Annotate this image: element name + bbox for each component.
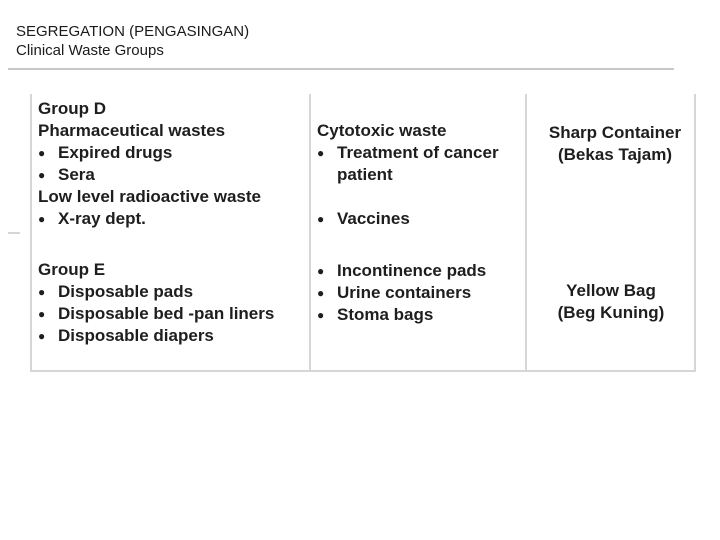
list-item: ● Vaccines: [317, 209, 410, 228]
list-item: ● Expired drugs: [38, 143, 173, 162]
waste-groups-table: [30, 94, 696, 372]
title-divider: [8, 68, 674, 70]
bullet-icon: ●: [317, 146, 325, 160]
list-item: ● Incontinence pads: [317, 261, 487, 280]
group-d-subtitle: Pharmaceutical wastes: [38, 121, 226, 140]
list-item: ● Treatment of cancer: [317, 143, 499, 162]
list-item: ● X-ray dept.: [38, 209, 146, 228]
bullet-icon: ●: [38, 212, 46, 226]
row-divider-tick: [8, 232, 20, 234]
bullet-icon: ●: [38, 285, 46, 299]
page-subtitle: Clinical Waste Groups: [16, 42, 164, 59]
bullet-icon: ●: [317, 286, 325, 300]
column-divider-2: [525, 94, 527, 372]
group-d-title: Group D: [38, 99, 106, 118]
page-title: SEGREGATION (PENGASINGAN): [16, 23, 250, 40]
group-d-container: [530, 122, 700, 166]
bullet-icon: ●: [317, 212, 325, 226]
list-item: ● Disposable diapers: [38, 326, 214, 345]
list-item: ● Urine containers: [317, 283, 472, 302]
group-e-examples: [317, 260, 486, 326]
bullet-icon: ●: [317, 308, 325, 322]
group-e-title: Group E: [38, 260, 106, 279]
bullet-icon: ●: [38, 307, 46, 321]
container-name-local: (Beg Kuning): [557, 303, 665, 322]
bullet-icon: ●: [38, 146, 46, 160]
column-divider-1: [309, 94, 311, 372]
group-d-description: [38, 98, 261, 230]
group-d-examples: [317, 120, 499, 186]
container-name: Sharp Container: [548, 123, 682, 142]
group-e-container: [527, 280, 695, 324]
bullet-icon: ●: [38, 168, 46, 182]
group-e-description: [38, 259, 274, 347]
container-name: Yellow Bag: [566, 281, 656, 300]
list-item: ● Sera: [38, 165, 95, 184]
container-name-local: (Bekas Tajam): [557, 145, 672, 164]
list-item: ● Disposable bed -pan liners: [38, 304, 275, 323]
list-item-continuation: patient: [337, 165, 393, 184]
table-border-left: [30, 94, 32, 372]
group-d-examples-title: Cytotoxic waste: [317, 121, 447, 140]
header-text: [16, 22, 249, 60]
bullet-icon: ●: [317, 264, 325, 278]
table-border-bottom: [30, 370, 696, 372]
bullet-icon: ●: [38, 329, 46, 343]
group-d-radioactive-label: Low level radioactive waste: [38, 187, 261, 206]
list-item: ● Disposable pads: [38, 282, 194, 301]
list-item: ● Stoma bags: [317, 305, 434, 324]
